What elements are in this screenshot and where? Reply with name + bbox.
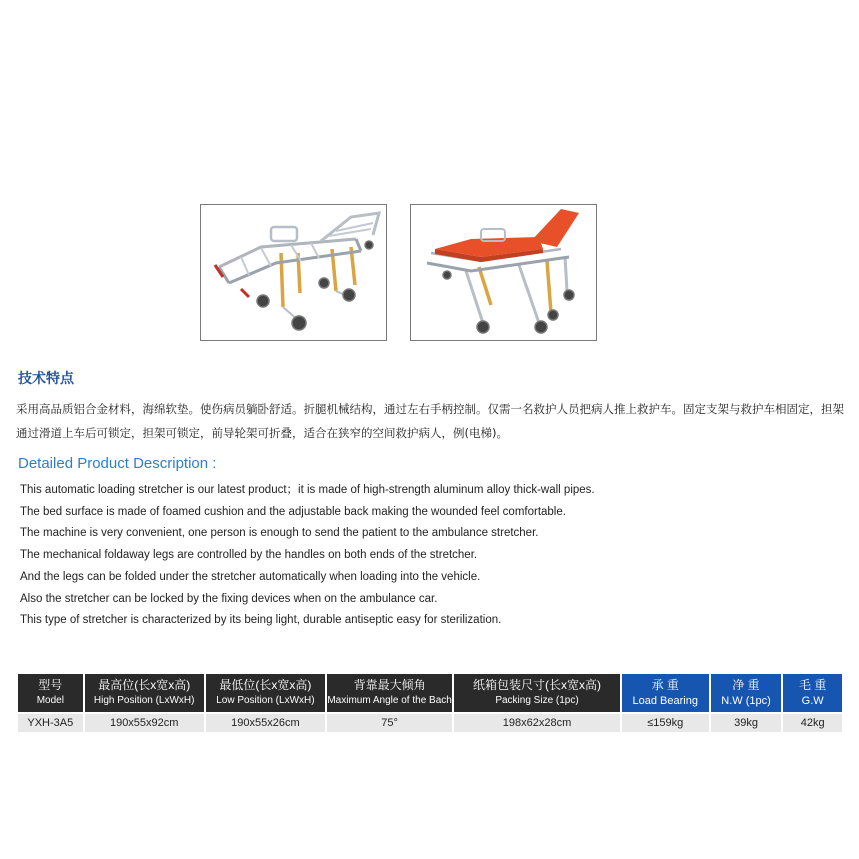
cell-gross-weight: 42kg xyxy=(783,714,842,732)
header-load-bearing: 承 重 Load Bearing xyxy=(622,674,709,712)
spec-table-header-row xyxy=(18,674,842,712)
description-line: This automatic loading stretcher is our latest product；it is made of high-strength aluminum alloy thick-wall pipes. xyxy=(20,484,595,496)
header-gross-weight: 毛 重 G.W xyxy=(783,674,842,712)
description-line: And the legs can be folded under the stretcher automatically when loading into the vehicle. xyxy=(20,570,481,583)
orange-stretcher-illustration xyxy=(411,205,596,340)
cell-packing-size: 198x62x28cm xyxy=(454,714,620,732)
cell-high-position: 190x55x92cm xyxy=(85,714,204,732)
header-max-angle: 背靠最大倾角 Maximum Angle of the Bach xyxy=(327,674,452,712)
detailed-description-heading: Detailed Product Description : xyxy=(18,455,217,472)
header-packing-size: 纸箱包装尺寸(长x宽x高) Packing Size (1pc) xyxy=(454,674,620,712)
stretcher-frame-illustration xyxy=(201,205,386,340)
header-high-position: 最高位(长x宽x高) High Position (LxWxH) xyxy=(85,674,204,712)
aluminum-stretcher-frame-photo xyxy=(200,204,387,341)
detailed-description-list xyxy=(20,480,595,632)
tech-features-heading: 技术特点 xyxy=(18,371,74,387)
cell-max-angle: 75° xyxy=(327,714,452,732)
header-low-position: 最低位(长x宽x高) Low Position (LxWxH) xyxy=(206,674,325,712)
table-row xyxy=(18,714,842,732)
description-line: The machine is very convenient, one person is enough to send the patient to the ambulance stretcher. xyxy=(20,527,539,540)
cell-net-weight: 39kg xyxy=(711,714,782,732)
cell-load-bearing: ≤159kg xyxy=(622,714,709,732)
description-line: This type of stretcher is characterized by its being light, durable antiseptic easy for sterilization. xyxy=(20,614,502,627)
spec-table xyxy=(16,672,844,734)
orange-cushion-stretcher-photo xyxy=(410,204,597,341)
header-net-weight: 净 重 N.W (1pc) xyxy=(711,674,782,712)
header-model: 型号 Model xyxy=(18,674,83,712)
description-line: Also the stretcher can be locked by the fixing devices when on the ambulance car. xyxy=(20,592,438,605)
tech-features-body: 采用高品质铝合金材料，海绵软垫。使伤病员躺卧舒适。折腿机械结构，通过左右手柄控制。仅需一名救护人员把病人推上救护车。固定支架与救护车相固定，担架通过滑道上车后可锁定，担架可锁定，前导轮架可折叠，适合在狭窄的空间救护病人，例(电梯)。 xyxy=(16,402,844,440)
description-line: The bed surface is made of foamed cushion and the adjustable back making the wounded feel comfortable. xyxy=(20,505,566,518)
cell-low-position: 190x55x26cm xyxy=(206,714,325,732)
description-line: The mechanical foldaway legs are controlled by the handles on both ends of the stretcher. xyxy=(20,549,478,562)
cell-model: YXH-3A5 xyxy=(18,714,83,732)
